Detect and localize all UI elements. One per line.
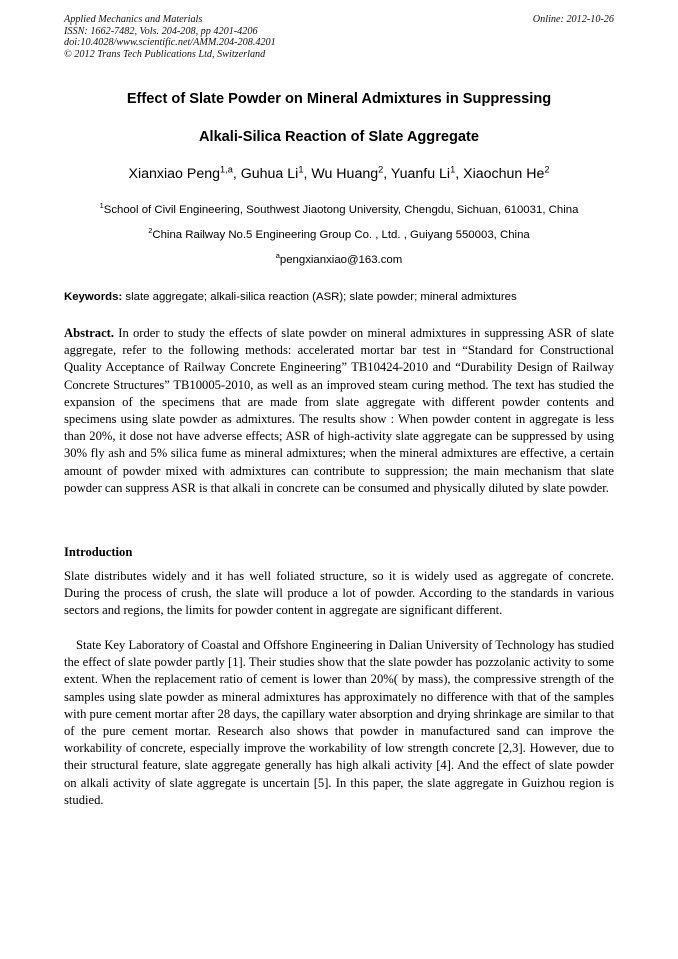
author: Wu Huang$^2$, xyxy=(311,164,391,182)
copyright-line: © 2012 Trans Tech Publications Ltd, Switzerland xyxy=(64,48,266,60)
journal-name: Applied Mechanics and Materials xyxy=(64,14,203,25)
abstract-label: Abstract. xyxy=(64,326,115,340)
paper-title-line-2: Alkali-Silica Reaction of Slate Aggregate xyxy=(198,129,480,145)
keywords xyxy=(64,291,624,303)
abstract-text: In order to study the effects of slate powder on mineral admixtures in suppressing ASR of slate aggregate, refer to the following methods: accelerated mortar bar test in “Standard for Constructional Quality Acceptance of Railway Concrete Engineering” TB10424-2010 and “Durability Design of Railway Concrete Structures” TB10005-2010, as well as an improved steam curing method. The text has studied the expansion of the specimens that are made from slate aggregate with different powder contents and specimens using slate powder as admixtures. The results show : When powder content in aggregate is less than 20%, it dose not have adverse effects; ASR of high-activity slate aggregate can be suppressed by using 30% fly ash and 5% silica fume as mineral admixtures; when the mineral admixtures are effective, a certain amount of powder mixed with admixtures can contribute to suppression; the main mechanism that slate powder can suppress ASR is that alkali in concrete can be consumed and physically diluted by slate powder. xyxy=(64,326,614,495)
author: Guhua Li$^1$, xyxy=(240,164,312,182)
affiliation-1: $^1$School of Civil Engineering, Southwest Jiaotong University, Chengdu, Sichuan, 610031, China xyxy=(99,201,579,216)
abstract xyxy=(64,325,614,497)
section-heading-introduction: Introduction xyxy=(64,545,133,559)
introduction-paragraph-2: State Key Laboratory of Coastal and Offshore Engineering in Dalian University of Technology has studied the effect of slate powder partly [1]. Their studies show that the slate powder has pozzolanic activity to some extent. When the replacement ratio of cement is lower than 20%( by mass), the compressive strength of the samples using slate powder as mineral admixtures has approximately no difference with that of the samples with pure cement mortar after 28 days, the capillary water absorption and drying shrinkage are similar to that of the pure cement mortar. Research also shows that powder in manufactured sand can improve the workability of concrete, especially improve the workability of low strength concrete [2,3]. However, due to their structural feature, slate aggregate generally has high alkali activity [4]. And the effect of slate powder on alkali activity of slate aggregate is uncertain [5]. In this paper, the slate aggregate in Guizhou region is studied. xyxy=(64,638,614,807)
keywords-label: Keywords: xyxy=(64,291,123,303)
author: Xianxiao Peng$^{1,a}$, xyxy=(128,164,241,182)
author: Xiaochun He$^2$ xyxy=(463,164,550,182)
issn-line: ISSN: 1662-7482, Vols. 204-208, pp 4201-4206 xyxy=(64,25,258,37)
author: Yuanfu Li$^1$, xyxy=(390,164,464,182)
doi-line: doi:10.4028/www.scientific.net/AMM.204-208.4201 xyxy=(64,37,276,49)
paper-title-line-1: Effect of Slate Powder on Mineral Admixtures in Suppressing xyxy=(126,91,552,107)
journal-header xyxy=(64,14,614,60)
introduction-paragraph-1: Slate distributes widely and it has well foliated structure, so it is widely used as aggregate of concrete. During the process of crush, the slate will produce a lot of powder. According to the standards in various sectors and regions, the limits for powder content in aggregate are significant different. xyxy=(64,569,614,618)
keywords-text: slate aggregate; alkali-silica reaction (ASR); slate powder; mineral admixtures xyxy=(122,291,517,303)
online-date: Online: 2012-10-26 xyxy=(532,14,614,25)
affiliation-2: $^2$China Railway No.5 Engineering Group Co. , Ltd. , Guiyang 550003, China xyxy=(148,226,530,241)
author-list xyxy=(64,166,614,182)
author-email: $^a$pengxianxiao@163.com xyxy=(275,251,403,266)
